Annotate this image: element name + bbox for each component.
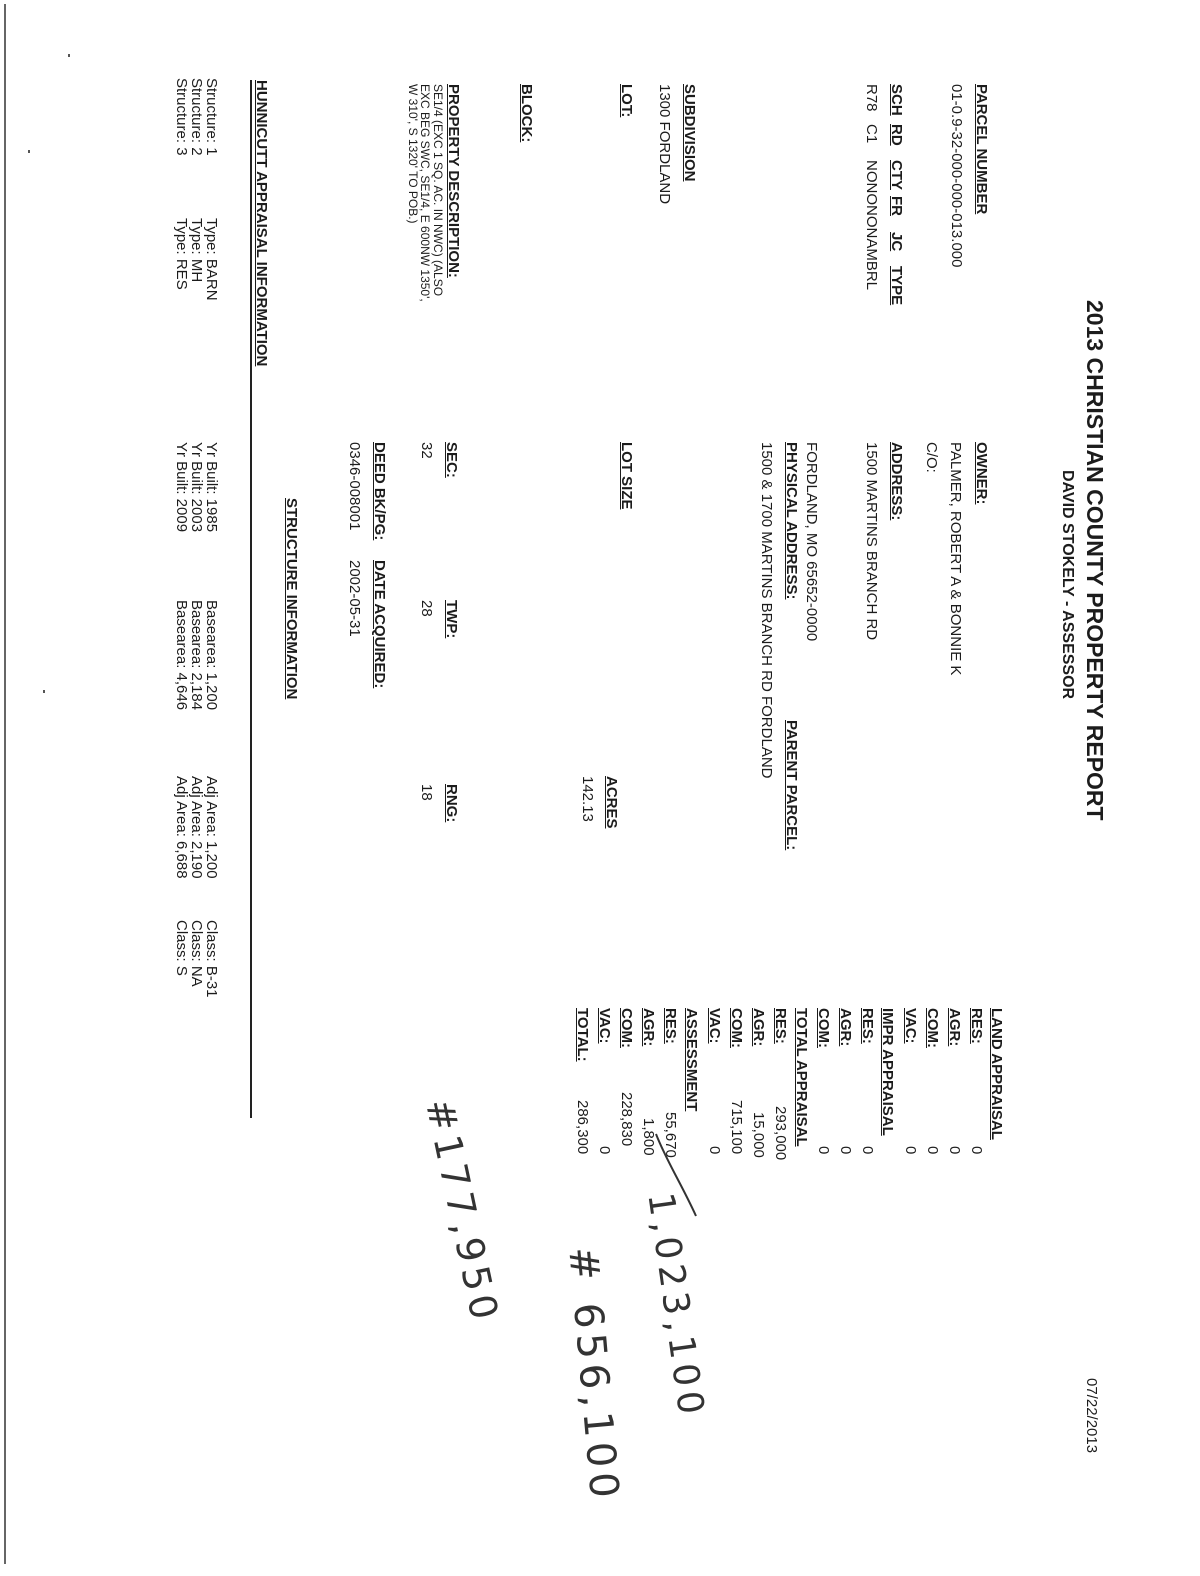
code-header-fr: FR [888,196,905,216]
total-res-value: 293,000 [772,1106,789,1161]
land-com-label: COM: [924,1008,941,1048]
structure-2-class: Class: NA [188,920,205,987]
structure-3-type: Type: RES [173,218,190,290]
property-description-line-2: EXC BEG SWC, SE1/4, E 600NW 1350', [418,84,433,302]
parcel-number-label: PARCEL NUMBER [973,84,990,215]
assess-com-value: 228,830 [618,1092,635,1147]
structure-3-number: Structure: 3 [173,78,190,156]
structure-2-type: Type: MH [188,218,205,283]
physical-address-label: PHYSICAL ADDRESS: [783,442,800,600]
assess-res-label: RES: [662,1008,679,1044]
assess-vac-label: VAC: [596,1008,613,1044]
structure-2-number: Structure: 2 [188,78,205,156]
code-header-cty: CTY [888,160,905,190]
code-value-rd: C1 [863,124,880,144]
structure-3-adj-area: Adj Area: 6,688 [173,776,190,879]
parent-parcel-label: PARENT PARCEL: [783,720,800,851]
report-title: 2013 CHRISTIAN COUNTY PROPERTY REPORT [1082,300,1108,821]
structure-1-year: Yr Built: 1985 [203,442,220,533]
twp-label: TWP: [443,600,460,639]
parcel-number-value: 01-0.9-32-000-000-013.000 [948,84,965,268]
block-label: BLOCK: [518,84,535,143]
subdivision-value: 1300 FORDLAND [656,84,673,205]
impr-com-value: 0 [815,1146,832,1155]
acres-label: ACRES [603,776,620,829]
owner-name: PALMER, ROBERT A & BONNIE K [947,442,964,676]
impr-agr-value: 0 [837,1146,854,1155]
code-value-cty: NONONONAMBRL [863,160,880,291]
impr-agr-label: AGR: [837,1008,854,1047]
owner-label: OWNER: [973,442,990,505]
lot-size-label: LOT SIZE [618,442,635,510]
total-vac-value: 0 [706,1146,723,1155]
land-vac-label: VAC: [902,1008,919,1044]
date-acquired-label: DATE ACQUIRED: [371,560,388,689]
land-res-label: RES: [968,1008,985,1044]
code-header-rd: RD [888,124,905,146]
property-description-line-3: W 310', S 1320' TO POB.) [406,84,420,224]
structure-3-class: Class: S [173,920,190,976]
land-res-value: 0 [968,1146,985,1155]
total-agr-value: 15,000 [750,1112,767,1158]
handwritten-note-177950: #177,950 [416,1095,508,1329]
land-appraisal-title: LAND APPRAISAL [988,1008,1005,1140]
assess-total-value: 286,300 [574,1100,591,1155]
property-description-line-1: SE1/4 (EXC 1 SQ. AC. IN NWC) (ALSO [431,84,445,297]
sec-label: SEC: [443,442,460,478]
property-description-label: PROPERTY DESCRIPTION: [445,84,462,278]
address-label: ADDRESS: [888,442,905,521]
report-assessor: DAVID STOKELY - ASSESSOR [1059,470,1076,700]
structure-2-basearea: Basearea: 2,184 [188,600,205,711]
address-line-1: 1500 MARTINS BRANCH RD [863,442,880,641]
rng-value: 18 [418,784,435,801]
code-header-type: TYPE [888,266,905,306]
sec-value: 32 [418,442,435,459]
scan-edge-rule [4,4,6,1564]
twp-value: 28 [418,600,435,617]
structure-2-year: Yr Built: 2003 [188,442,205,533]
land-com-value: 0 [924,1146,941,1155]
total-vac-label: VAC: [706,1008,723,1044]
assess-com-label: COM: [618,1008,635,1048]
total-com-label: COM: [728,1008,745,1048]
handwritten-note-656100: # 656,100 [559,1245,628,1505]
total-com-value: 715,100 [728,1100,745,1155]
structure-information-title: STRUCTURE INFORMATION [283,498,300,700]
address-line-2: FORDLAND, MO 65652-0000 [803,442,820,642]
impr-res-value: 0 [859,1146,876,1155]
structure-1-basearea: Basearea: 1,200 [203,600,220,711]
deed-book-page-value: 0346-008001 [346,442,363,531]
handwritten-note-1023100: 1,023,100 [639,1190,712,1422]
code-value-sch: R78 [863,84,880,112]
rng-label: RNG: [443,784,460,823]
structure-2-adj-area: Adj Area: 2,190 [188,776,205,879]
physical-address-value: 1500 & 1700 MARTINS BRANCH RD FORDLAND [758,442,775,779]
structure-1-adj-area: Adj Area: 1,200 [203,776,220,879]
structure-3-basearea: Basearea: 4,646 [173,600,190,711]
assessment-title: ASSESSMENT [683,1008,700,1112]
land-vac-value: 0 [902,1146,919,1155]
date-acquired-value: 2002-05-31 [346,560,363,637]
hunnicutt-rule [251,80,253,1118]
structure-1-number: Structure: 1 [203,78,220,156]
total-res-label: RES: [772,1008,789,1044]
total-agr-label: AGR: [750,1008,767,1047]
acres-value: 142.13 [579,776,596,822]
structure-1-type: Type: BARN [203,218,220,301]
code-header-jc: JC [888,232,905,252]
total-appraisal-title: TOTAL APPRAISAL [793,1008,810,1147]
land-agr-label: AGR: [946,1008,963,1047]
deed-book-page-label: DEED BK/PG: [371,442,388,541]
impr-res-label: RES: [859,1008,876,1044]
assess-vac-value: 0 [596,1146,613,1155]
owner-co: C/O: [923,442,940,473]
land-agr-value: 0 [946,1146,963,1155]
scan-speck [28,150,30,153]
assess-agr-label: AGR: [640,1008,657,1047]
hunnicutt-appraisal-title: HUNNICUTT APPRAISAL INFORMATION [253,80,270,367]
assess-agr-value: 1,800 [640,1118,657,1156]
assess-res-value: 55,670 [662,1112,679,1158]
assess-total-label: TOTAL: [574,1008,591,1062]
structure-3-year: Yr Built: 2009 [173,442,190,533]
scan-speck [43,690,45,693]
structure-1-class: Class: B-31 [203,920,220,998]
scan-speck [68,54,70,57]
subdivision-label: SUBDIVISION [681,84,698,182]
lot-label: LOT: [618,84,635,118]
impr-com-label: COM: [815,1008,832,1048]
impr-appraisal-title: IMPR APPRAISAL [879,1008,896,1136]
code-header-sch: SCH [888,84,905,116]
report-date: 07/22/2013 [1083,1378,1100,1454]
